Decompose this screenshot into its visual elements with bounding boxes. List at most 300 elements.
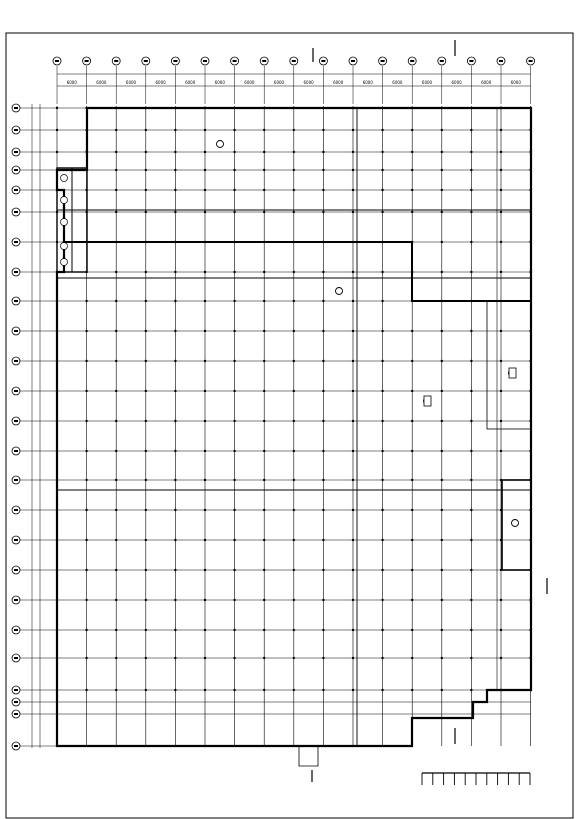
column-dot <box>441 211 443 213</box>
column-dot <box>174 271 176 273</box>
column-dot <box>500 129 502 131</box>
column-dot <box>470 271 472 273</box>
column-dot <box>293 211 295 213</box>
column-dot <box>441 169 443 171</box>
column-dot <box>263 211 265 213</box>
column-dot <box>411 129 413 131</box>
column-dot <box>381 360 383 362</box>
column-dot <box>233 271 235 273</box>
column-dot <box>233 360 235 362</box>
column-dot <box>322 689 324 691</box>
column-dot <box>411 509 413 511</box>
column-dot <box>85 657 87 659</box>
column-dot <box>381 509 383 511</box>
column-dot <box>145 509 147 511</box>
column-dot <box>411 330 413 332</box>
column-dot <box>352 360 354 362</box>
column-dot <box>115 129 117 131</box>
room-tag <box>336 288 343 295</box>
column-axis-mark <box>262 60 266 62</box>
column-dot <box>115 689 117 691</box>
dim-label: 6000 <box>155 80 166 85</box>
column-dot <box>470 689 472 691</box>
dim-label: 6000 <box>125 80 137 85</box>
column-dot <box>174 420 176 422</box>
row-axis-mark <box>14 509 18 511</box>
column-dot <box>470 330 472 332</box>
column-dot <box>411 479 413 481</box>
column-dot <box>322 509 324 511</box>
column-dot <box>500 330 502 332</box>
column-dot <box>145 599 147 601</box>
column-dot <box>115 211 117 213</box>
column-dot <box>500 450 502 452</box>
column-dot <box>411 211 413 213</box>
column-dot <box>233 689 235 691</box>
column-dot <box>352 151 354 153</box>
column-dot <box>115 420 117 422</box>
column-dot <box>500 420 502 422</box>
column-dot <box>441 390 443 392</box>
column-dot <box>322 657 324 659</box>
column-dot <box>500 169 502 171</box>
dim-label: 6000 <box>303 80 314 85</box>
column-dot <box>115 450 117 452</box>
detail-tag <box>61 259 68 266</box>
column-dot <box>500 629 502 631</box>
column-dot <box>145 330 147 332</box>
column-axis-mark <box>85 60 89 62</box>
column-dot <box>293 689 295 691</box>
row-axis-mark <box>14 450 18 452</box>
tag-box <box>424 396 431 406</box>
column-dot <box>56 107 58 109</box>
column-dot <box>411 151 413 153</box>
column-dot <box>411 420 413 422</box>
column-dot <box>204 420 206 422</box>
column-dot <box>293 151 295 153</box>
column-dot <box>352 129 354 131</box>
detail-tag <box>61 197 68 204</box>
column-dot <box>204 271 206 273</box>
column-dot <box>441 241 443 243</box>
column-axis-mark <box>351 60 355 62</box>
room-tag <box>217 141 224 148</box>
column-dot <box>85 569 87 571</box>
dim-label: 6000 <box>481 80 492 85</box>
column-dot <box>233 420 235 422</box>
column-dot <box>204 539 206 541</box>
row-axis-mark <box>14 211 18 213</box>
column-dot <box>204 689 206 691</box>
column-dot <box>293 569 295 571</box>
column-axis-mark <box>292 60 296 62</box>
column-dot <box>470 169 472 171</box>
row-axis-mark <box>14 300 18 302</box>
column-dot <box>204 390 206 392</box>
column-dot <box>411 390 413 392</box>
column-dot <box>500 151 502 153</box>
column-dot <box>293 450 295 452</box>
column-dot <box>352 509 354 511</box>
column-axis-mark <box>499 60 503 62</box>
column-dot <box>204 330 206 332</box>
column-dot <box>470 599 472 601</box>
column-dot <box>233 450 235 452</box>
drawing-title <box>541 364 559 454</box>
column-dot <box>352 689 354 691</box>
column-dot <box>470 479 472 481</box>
column-dot <box>381 599 383 601</box>
column-dot <box>85 479 87 481</box>
column-dot <box>204 509 206 511</box>
column-dot <box>352 189 354 191</box>
column-dot <box>293 479 295 481</box>
column-dot <box>352 420 354 422</box>
column-dot <box>381 330 383 332</box>
column-dot <box>470 360 472 362</box>
dim-label: 6000 <box>333 80 344 85</box>
column-dot <box>85 509 87 511</box>
row-axis-mark <box>14 107 18 109</box>
column-dot <box>470 450 472 452</box>
column-dot <box>233 151 235 153</box>
column-dot <box>233 211 235 213</box>
column-dot <box>233 169 235 171</box>
column-dot <box>174 151 176 153</box>
row-axis-mark <box>14 271 18 273</box>
row-axis-mark <box>14 189 18 191</box>
column-dot <box>174 657 176 659</box>
column-dot <box>293 300 295 302</box>
column-axis-mark <box>233 60 237 62</box>
column-dot <box>441 450 443 452</box>
tag-box <box>509 368 516 378</box>
column-dot <box>293 271 295 273</box>
column-dot <box>352 211 354 213</box>
column-dot <box>500 657 502 659</box>
column-dot <box>322 271 324 273</box>
column-dot <box>233 189 235 191</box>
column-dot <box>352 271 354 273</box>
column-dot <box>470 189 472 191</box>
column-dot <box>381 300 383 302</box>
column-dot <box>293 360 295 362</box>
column-dot <box>293 629 295 631</box>
column-dot <box>233 657 235 659</box>
column-dot <box>204 169 206 171</box>
column-dot <box>204 569 206 571</box>
column-dot <box>204 479 206 481</box>
column-dot <box>322 330 324 332</box>
column-dot <box>115 657 117 659</box>
row-axis-mark <box>14 689 18 691</box>
column-dot <box>174 129 176 131</box>
column-dot <box>115 330 117 332</box>
detail-tag <box>61 219 68 226</box>
column-dot <box>263 330 265 332</box>
column-dot <box>115 390 117 392</box>
column-dot <box>470 657 472 659</box>
column-dot <box>322 539 324 541</box>
column-dot <box>411 629 413 631</box>
column-dot <box>263 569 265 571</box>
column-dot <box>115 300 117 302</box>
column-dot <box>204 629 206 631</box>
row-axis-mark <box>14 129 18 131</box>
column-dot <box>411 450 413 452</box>
column-dot <box>145 189 147 191</box>
column-dot <box>470 129 472 131</box>
column-dot <box>441 689 443 691</box>
column-dot <box>500 390 502 392</box>
column-dot <box>204 211 206 213</box>
column-dot <box>441 599 443 601</box>
column-dot <box>381 539 383 541</box>
column-dot <box>500 271 502 273</box>
column-dot <box>441 330 443 332</box>
column-dot <box>322 479 324 481</box>
row-axis-mark <box>14 169 18 171</box>
column-dot <box>174 330 176 332</box>
column-dot <box>263 450 265 452</box>
dim-label: 6000 <box>392 80 403 85</box>
dim-label: 6000 <box>96 80 107 85</box>
column-dot <box>115 189 117 191</box>
column-dot <box>381 569 383 571</box>
column-dot <box>322 211 324 213</box>
dim-label: 6000 <box>510 80 521 85</box>
column-dot <box>145 360 147 362</box>
column-dot <box>145 569 147 571</box>
dim-label: 6000 <box>66 80 77 85</box>
column-axis-mark <box>410 60 414 62</box>
column-dot <box>293 129 295 131</box>
column-dot <box>441 629 443 631</box>
row-axis-mark <box>14 629 18 631</box>
column-dot <box>352 657 354 659</box>
column-dot <box>411 657 413 659</box>
column-dot <box>85 420 87 422</box>
column-dot <box>322 129 324 131</box>
column-dot <box>174 689 176 691</box>
column-dot <box>470 241 472 243</box>
column-dot <box>145 271 147 273</box>
column-dot <box>381 169 383 171</box>
column-dot <box>174 539 176 541</box>
column-dot <box>233 330 235 332</box>
column-dot <box>174 569 176 571</box>
column-dot <box>174 629 176 631</box>
detail-tag <box>61 243 68 250</box>
column-dot <box>115 539 117 541</box>
dim-label: 6000 <box>185 80 196 85</box>
column-dot <box>145 657 147 659</box>
column-dot <box>263 509 265 511</box>
detail-tag <box>61 175 68 182</box>
column-dot <box>115 629 117 631</box>
column-dot <box>263 390 265 392</box>
column-dot <box>174 189 176 191</box>
row-axis-mark <box>14 745 18 747</box>
column-dot <box>115 569 117 571</box>
column-dot <box>263 271 265 273</box>
interior-room-2 <box>487 301 531 429</box>
column-dot <box>204 657 206 659</box>
column-dot <box>322 629 324 631</box>
column-dot <box>145 450 147 452</box>
column-dot <box>293 509 295 511</box>
column-dot <box>115 151 117 153</box>
row-axis-mark <box>14 390 18 392</box>
structural-grid <box>56 106 532 746</box>
column-dot <box>233 539 235 541</box>
interior-wall <box>64 242 531 301</box>
column-dot <box>204 189 206 191</box>
column-dot <box>441 539 443 541</box>
row-axis-mark <box>14 241 18 243</box>
column-dot <box>293 189 295 191</box>
column-dot <box>381 450 383 452</box>
dim-label: 6000 <box>214 80 225 85</box>
column-dot <box>56 129 58 131</box>
dim-label: 6000 <box>421 80 433 85</box>
column-dot <box>441 479 443 481</box>
dimension-lines <box>32 74 531 748</box>
column-dot <box>233 509 235 511</box>
column-dot <box>322 390 324 392</box>
column-dot <box>441 189 443 191</box>
dim-label: 6000 <box>451 80 462 85</box>
column-dot <box>174 479 176 481</box>
column-dot <box>470 420 472 422</box>
column-dot <box>85 689 87 691</box>
column-dot <box>352 479 354 481</box>
row-axis-mark <box>14 569 18 571</box>
column-dot <box>174 599 176 601</box>
column-dot <box>441 129 443 131</box>
column-dot <box>441 509 443 511</box>
row-axis-mark <box>14 713 18 715</box>
dim-label: 6000 <box>273 80 285 85</box>
column-dot <box>293 657 295 659</box>
column-dot <box>411 169 413 171</box>
column-dot <box>263 657 265 659</box>
column-dot <box>322 450 324 452</box>
column-dot <box>145 479 147 481</box>
column-dot <box>293 420 295 422</box>
column-dot <box>352 539 354 541</box>
room-tag <box>512 520 519 527</box>
column-dot <box>381 657 383 659</box>
column-dot <box>174 450 176 452</box>
column-axis-mark <box>469 60 473 62</box>
column-dot <box>115 509 117 511</box>
column-axis-mark <box>114 60 118 62</box>
column-dot <box>204 599 206 601</box>
column-dot <box>411 360 413 362</box>
column-dot <box>352 450 354 452</box>
column-dot <box>263 539 265 541</box>
column-dot <box>204 151 206 153</box>
column-dot <box>263 629 265 631</box>
column-dot <box>470 509 472 511</box>
column-dot <box>352 629 354 631</box>
row-axis-mark <box>14 479 18 481</box>
column-dot <box>145 629 147 631</box>
column-dot <box>145 390 147 392</box>
column-dot <box>500 189 502 191</box>
column-dot <box>293 599 295 601</box>
column-dot <box>352 569 354 571</box>
column-dot <box>381 479 383 481</box>
column-dot <box>470 629 472 631</box>
column-dot <box>85 390 87 392</box>
column-dot <box>352 390 354 392</box>
column-dot <box>174 509 176 511</box>
column-dot <box>115 169 117 171</box>
column-dot <box>145 129 147 131</box>
column-dot <box>293 330 295 332</box>
column-dot <box>293 169 295 171</box>
column-dot <box>233 569 235 571</box>
column-dot <box>174 300 176 302</box>
column-dot <box>263 479 265 481</box>
column-dot <box>174 360 176 362</box>
column-dot <box>381 271 383 273</box>
column-dot <box>381 211 383 213</box>
column-dot <box>233 599 235 601</box>
column-dot <box>115 599 117 601</box>
column-dot <box>411 599 413 601</box>
column-dot <box>204 129 206 131</box>
column-dot <box>263 129 265 131</box>
row-axis-mark <box>14 599 18 601</box>
column-dot <box>470 151 472 153</box>
column-dot <box>322 360 324 362</box>
column-dot <box>500 360 502 362</box>
column-dot <box>381 689 383 691</box>
column-dot <box>470 539 472 541</box>
column-dot <box>411 569 413 571</box>
column-axis-mark <box>529 60 533 62</box>
column-dot <box>441 360 443 362</box>
column-axis-mark <box>203 60 207 62</box>
column-dot <box>85 629 87 631</box>
column-dot <box>322 420 324 422</box>
column-dot <box>263 169 265 171</box>
column-dot <box>85 539 87 541</box>
column-dot <box>233 479 235 481</box>
column-dot <box>145 151 147 153</box>
column-dot <box>322 300 324 302</box>
dim-label: 6000 <box>362 80 373 85</box>
column-dot <box>441 151 443 153</box>
column-dot <box>322 599 324 601</box>
column-dot <box>352 300 354 302</box>
column-dot <box>115 479 117 481</box>
column-dot <box>145 211 147 213</box>
column-dot <box>441 271 443 273</box>
column-dot <box>115 360 117 362</box>
column-dot <box>381 129 383 131</box>
column-dot <box>470 211 472 213</box>
column-dot <box>174 390 176 392</box>
column-dot <box>85 330 87 332</box>
column-dot <box>145 420 147 422</box>
column-dot <box>233 390 235 392</box>
row-axis-mark <box>14 151 18 153</box>
